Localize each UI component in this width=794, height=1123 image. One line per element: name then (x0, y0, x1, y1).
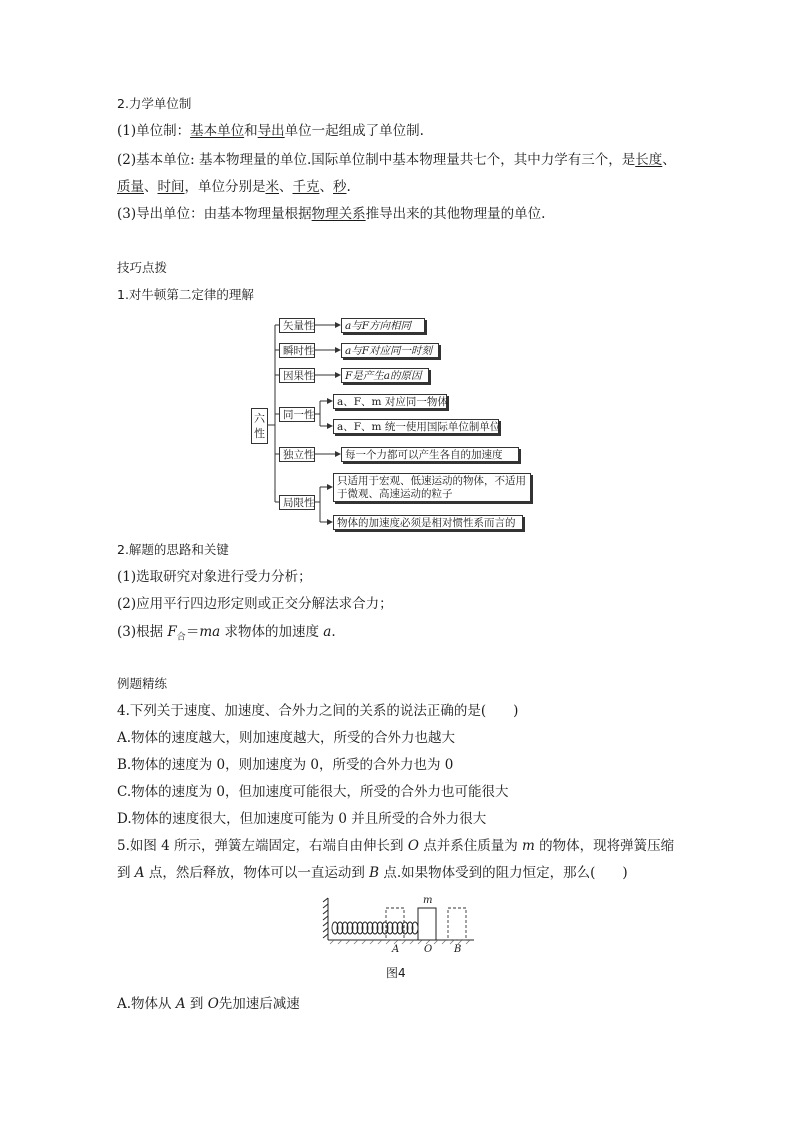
section-title-units: 2.力学单位制 (117, 96, 192, 111)
text: 先加速后减速 (218, 996, 300, 1012)
symbol-ma: ma (199, 624, 221, 640)
node-independence: 独立性 (279, 447, 315, 462)
underlined-answer: 千克 (292, 179, 320, 195)
text: 求物体的加速度 (220, 624, 324, 640)
text: 、 (144, 179, 158, 195)
text: ＝ (185, 624, 200, 640)
text: 和 (244, 123, 258, 139)
point-label-b: B (454, 944, 462, 955)
text: (3)导出单位：由基本物理量根据 (117, 206, 312, 222)
symbol-m: m (522, 838, 535, 854)
question-4-option-b: B.物体的速度为 0，则加速度为 0，所受的合外力也为 0 (117, 757, 454, 773)
leaf-instantaneous: a与F对应同一时刻 (341, 343, 439, 358)
underlined-answer: 米 (265, 179, 279, 195)
text: (3)根据 (117, 624, 168, 640)
root-node-six-properties: 六性 (251, 408, 268, 444)
underlined-answer: 秒 (333, 179, 347, 195)
leaf-vector: a与F方向相同 (341, 318, 425, 333)
text: 、 (279, 179, 293, 195)
point-label-o: O (424, 944, 433, 955)
point-label-a: A (392, 944, 400, 955)
text: 到 (117, 865, 135, 881)
text: 点.如果物体受到的阻力恒定，那么( ) (379, 865, 628, 881)
approach-step-1: (1)选取研究对象进行受力分析； (117, 569, 312, 585)
leaf-limitation-1: 只适用于宏观、低速运动的物体，不适用于微观、高速运动的粒子 (333, 473, 531, 502)
underlined-answer: 质量 (117, 179, 144, 195)
underlined-answer: 时间 (157, 179, 185, 195)
subheading-newton-second-law: 1.对牛顿第二定律的理解 (117, 287, 254, 302)
text: 到 (185, 996, 208, 1012)
text: 推导出来的其他物理量的单位. (365, 206, 546, 222)
subheading-solving-approach: 2.解题的思路和关键 (117, 542, 229, 557)
text: 点并系住质量为 (418, 838, 523, 854)
text: . (331, 624, 336, 640)
node-vector: 矢量性 (279, 318, 315, 333)
subscript-net: 合 (176, 632, 186, 643)
text: 5.如图 4 所示，弹簧左端固定，右端自由伸长到 (117, 838, 408, 854)
text: 点，然后释放，物体可以一直运动到 (144, 865, 370, 881)
question-4-option-c: C.物体的速度为 0，但加速度可能很大，所受的合外力也可能很大 (117, 784, 509, 800)
underlined-answer: 物理关系 (311, 206, 366, 222)
question-4-option-d: D.物体的速度很大，但加速度可能为 0 并且所受的合外力很大 (117, 811, 487, 827)
leaf-identity-1: a、F、m 对应同一物体 (333, 394, 447, 409)
leaf-limitation-2: 物体的加速度必须是相对惯性系而言的 (333, 515, 523, 530)
symbol-f: F (167, 624, 177, 640)
mass-label: m (423, 895, 433, 906)
leaf-identity-2: a、F、m 统一使用国际单位制单位 (333, 419, 499, 434)
symbol-b-point: B (369, 865, 380, 881)
underlined-answer: 基本单位 (190, 123, 245, 139)
text: (1)单位制： (117, 123, 191, 139)
text: 、 (319, 179, 333, 195)
text: 的物体，现将弹簧压缩 (534, 838, 675, 854)
symbol-o: O (207, 996, 219, 1012)
text: (2)基本单位: 基本物理量的单位.国际单位制中基本物理量共七个，其中力学有三个，是 (117, 152, 636, 168)
text: A.物体从 (117, 996, 176, 1012)
text: . (346, 179, 351, 195)
symbol-a-point: A (134, 865, 145, 881)
section-title-examples: 例题精练 (117, 676, 168, 691)
node-causal: 因果性 (279, 368, 315, 383)
symbol-a: a (323, 624, 332, 640)
leaf-independence: 每一个力都可以产生各自的加速度 (341, 447, 519, 462)
approach-step-2: (2)应用平行四边形定则或正交分解法求合力； (117, 596, 393, 612)
text: 、 (662, 152, 676, 168)
text: 单位一起组成了单位制. (284, 123, 424, 139)
section-title-tips: 技巧点拨 (117, 260, 168, 275)
underlined-answer: 导出 (257, 123, 285, 139)
node-instantaneous: 瞬时性 (279, 343, 315, 358)
node-identity: 同一性 (279, 407, 315, 422)
text: ，单位分别是 (184, 179, 266, 195)
node-limitation: 局限性 (279, 495, 315, 510)
symbol-a-point: A (175, 996, 186, 1012)
leaf-causal: F是产生a的原因 (341, 368, 429, 383)
question-5-option-a (117, 994, 300, 1014)
underlined-answer: 长度 (635, 152, 663, 168)
question-4-stem: 4.下列关于速度、加速度、合外力之间的关系的说法正确的是( ) (117, 703, 519, 719)
symbol-o: O (407, 838, 419, 854)
question-4-option-a: A.物体的速度越大，则加速度越大，所受的合外力也越大 (117, 730, 456, 746)
figure-caption: 图4 (386, 966, 406, 980)
